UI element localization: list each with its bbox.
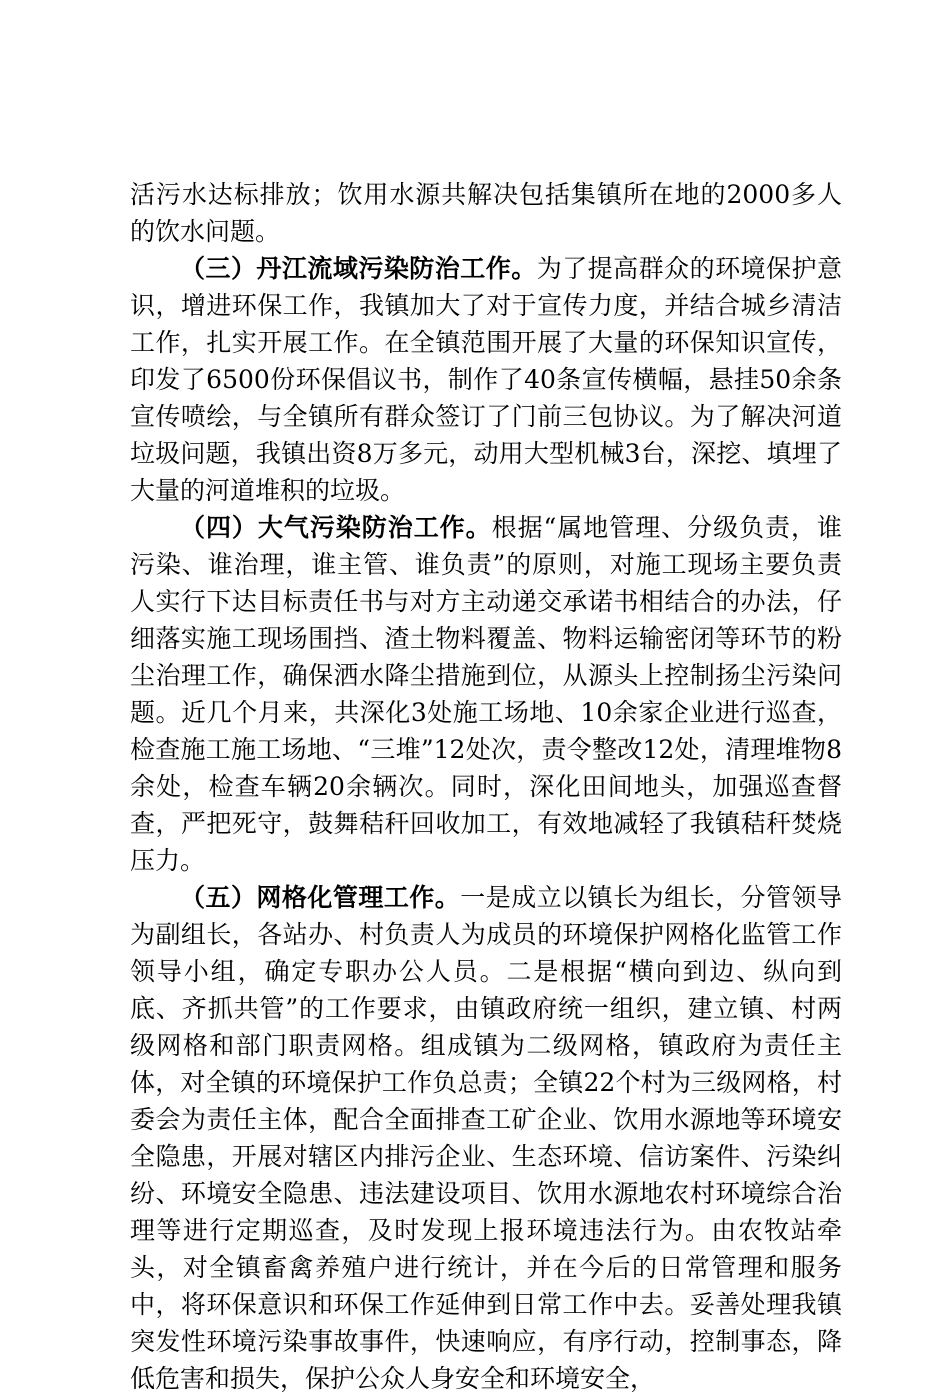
paragraph-grid-management (130, 879, 842, 1397)
section-heading: （三）丹江流域污染防治工作。 (180, 254, 537, 283)
paragraph-body: 为了提高群众的环境保护意识，增进环保工作，我镇加大了对于宣传力度，并结合城乡清洁工作，扎实开展工作。在全镇范围开展了大量的环保知识宣传，印发了6500份环保倡议书，制作了40条宣传横幅，悬挂50余条宣传喷绘，与全镇所有群众签订了门前三包协议。为了解决河道垃圾问题，我镇出资8万多元，动用大型机械3台，深挖、填埋了大量的河道堆积的垃圾。 (130, 254, 842, 505)
paragraph-air-pollution (130, 509, 842, 879)
paragraph-body: 活污水达标排放；饮用水源共解决包括集镇所在地的2000多人的饮水问题。 (130, 180, 842, 246)
document-body (130, 176, 842, 1397)
section-heading: （四）大气污染防治工作。 (180, 513, 492, 542)
paragraph-body: 一是成立以镇长为组长，分管领导为副组长，各站办、村负责人为成员的环境保护网格化监管工作领导小组，确定专职办公人员。二是根据“横向到边、纵向到底、齐抓共管”的工作要求，由镇政府统一组织，建立镇、村两级网格和部门职责网格。组成镇为二级网格，镇政府为责任主体，对全镇的环境保护工作负总责；全镇22个村为三级网格，村委会为责任主体，配合全面排查工矿企业、饮用水源地等环境安全隐患，开展对辖区内排污企业、生态环境、信访案件、污染纠纷、环境安全隐患、违法建设项目、饮用水源地农村环境综合治理等进行定期巡查，及时发现上报环境违法行为。由农牧站牵头，对全镇畜禽养殖户进行统计，并在今后的日常管理和服务中，将环保意识和环保工作延伸到日常工作中去。妥善处理我镇突发性环境污染事故事件，快速响应，有序行动，控制事态，降低危害和损失，保护公众人身安全和环境安全， (130, 883, 842, 1393)
paragraph-danjiang-pollution (130, 250, 842, 509)
section-heading: （五）网格化管理工作。 (180, 883, 461, 912)
paragraph-body: 根据“属地管理、分级负责，谁污染、谁治理，谁主管、谁负责”的原则，对施工现场主要负责人实行下达目标责任书与对方主动递交承诺书相结合的办法，仔细落实施工现场围挡、渣土物料覆盖、物料运输密闭等环节的粉尘治理工作，确保洒水降尘措施到位，从源头上控制扬尘污染问题。近几个月来，共深化3处施工场地、10余家企业进行巡查，检查施工施工场地、“三堆”12处次，责令整改12处，清理堆物8余处，检查车辆20余辆次。同时，深化田间地头，加强巡查督查，严把死守，鼓舞秸秆回收加工，有效地减轻了我镇秸秆焚烧压力。 (130, 513, 842, 875)
paragraph-drinking-water (130, 176, 842, 250)
